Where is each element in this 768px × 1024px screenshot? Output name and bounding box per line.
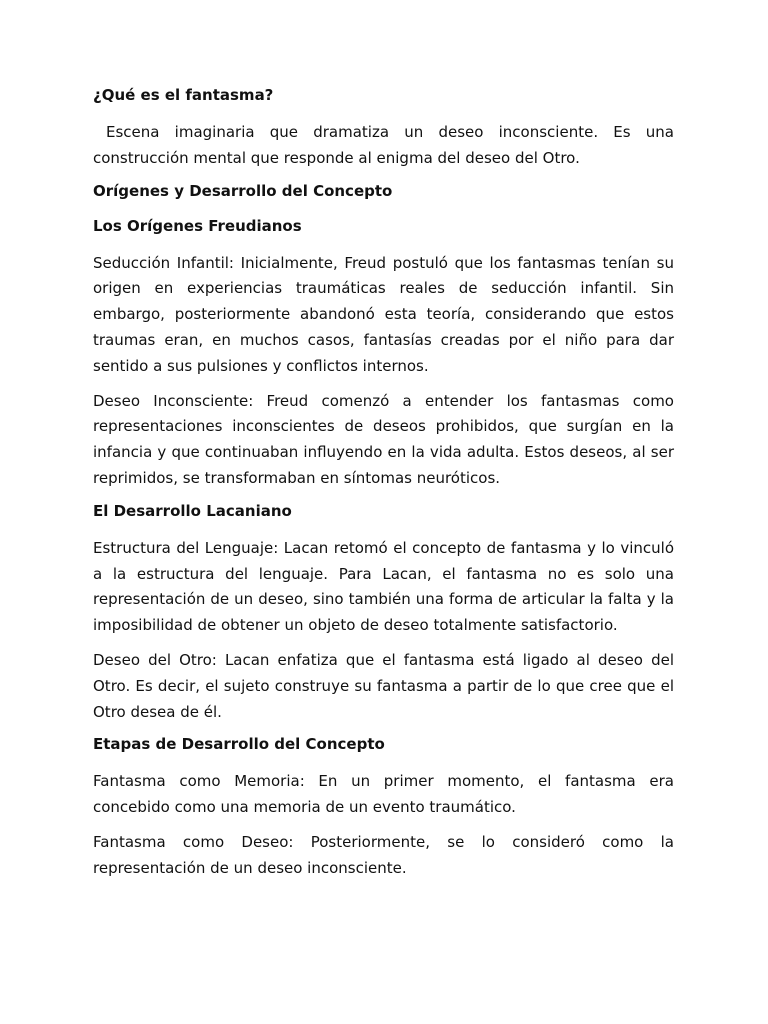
paragraph-seduccion-infantil: Seducción Infantil: Inicialmente, Freud postuló que los fantasmas tenían su origen en experiencias traumáticas reales de seducción infantil. Sin embargo, posteriormente abandonó esta teoría, considerando que estos traumas eran, en muchos casos, fantasías creadas por el niño para dar sentido a sus pulsiones y conflictos internos. <box>93 253 674 375</box>
paragraph-deseo-otro: Deseo del Otro: Lacan enfatiza que el fantasma está ligado al deseo del Otro. Es decir, el sujeto construye su fantasma a partir de lo que cree que el Otro desea de él. <box>93 650 674 721</box>
document-page <box>93 85 674 891</box>
page-title: ¿Qué es el fantasma? <box>93 86 274 104</box>
paragraph-deseo-inconsciente: Deseo Inconsciente: Freud comenzó a entender los fantasmas como representaciones inconscientes de deseos prohibidos, que surgían en la infancia y que continuaban influyendo en la vida adulta. Estos deseos, al ser reprimidos, se transformaban en síntomas neuróticos. <box>93 391 674 487</box>
subsection-heading-freudianos: Los Orígenes Freudianos <box>93 216 302 235</box>
subsection-heading-etapas: Etapas de Desarrollo del Concepto <box>93 735 385 754</box>
definition-paragraph: Escena imaginaria que dramatiza un deseo inconsciente. Es una construcción mental que responde al enigma del deseo del Otro. <box>93 123 674 167</box>
subsection-heading-lacaniano: El Desarrollo Lacaniano <box>93 501 292 520</box>
paragraph-fantasma-memoria: Fantasma como Memoria: En un primer momento, el fantasma era concebido como una memoria de un evento traumático. <box>93 772 674 817</box>
paragraph-fantasma-deseo: Fantasma como Deseo: Posteriormente, se lo consideró como la representación de un deseo inconsciente. <box>93 832 674 877</box>
paragraph-estructura-lenguaje: Estructura del Lenguaje: Lacan retomó el concepto de fantasma y lo vinculó a la estructura del lenguaje. Para Lacan, el fantasma no es solo una representación de un deseo, sino también una forma de articular la falta y la imposibilidad de obtener un objeto de deseo totalmente satisfactorio. <box>93 538 674 635</box>
section-heading-origenes: Orígenes y Desarrollo del Concepto <box>93 181 393 200</box>
